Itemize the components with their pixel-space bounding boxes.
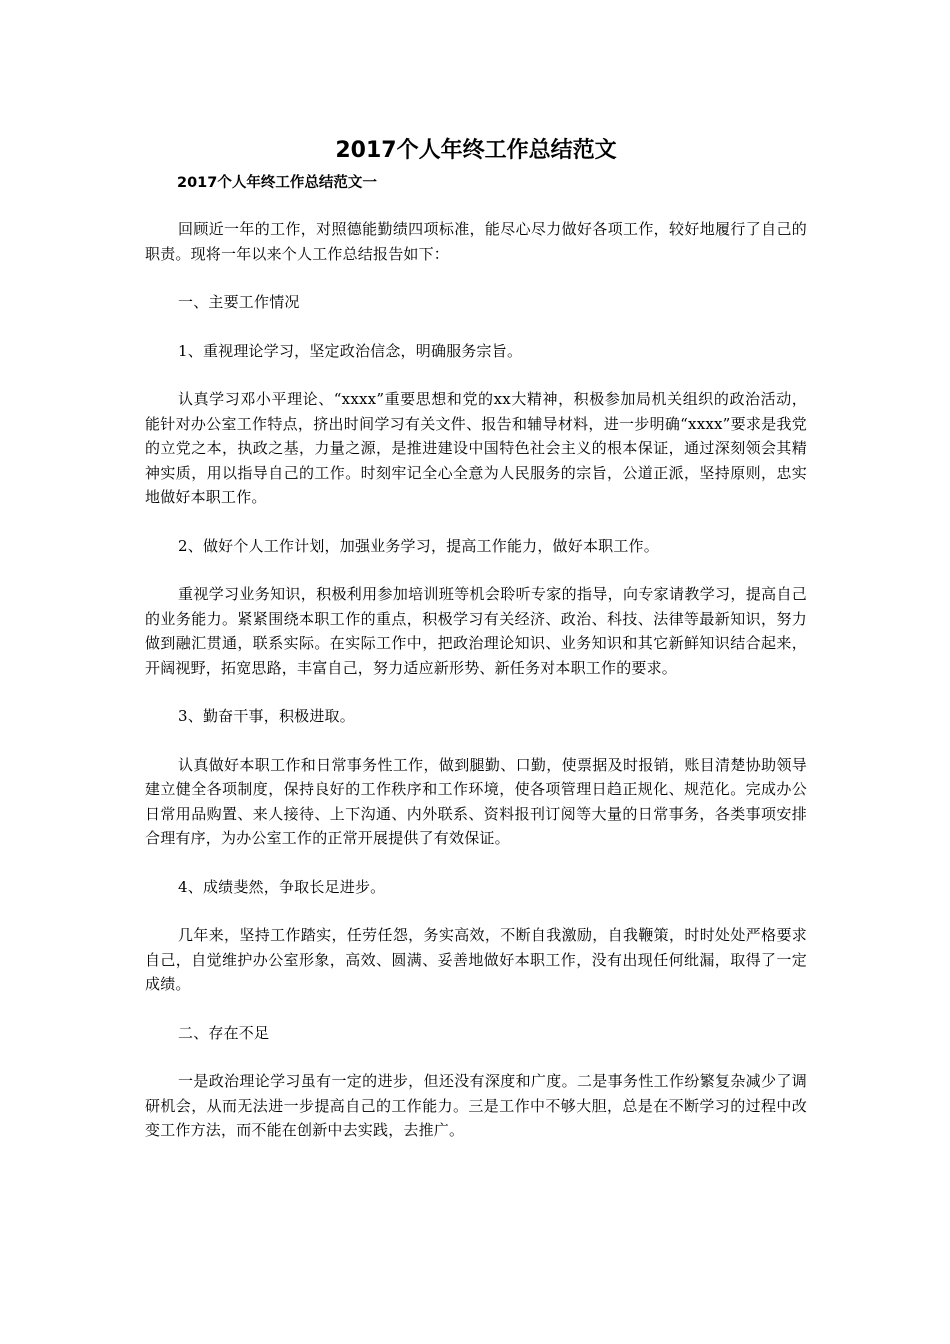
item-heading-4: 4、成绩斐然，争取长足进步。 <box>178 877 386 896</box>
section-heading-shortcomings: 二、存在不足 <box>178 1023 270 1042</box>
item-heading-1: 1、重视理论学习，坚定政治信念，明确服务宗旨。 <box>178 341 523 360</box>
paragraph-item-1: 认真学习邓小平理论、“xxxx”重要思想和党的xx大精神，积极参加局机关组织的政治活动，能针对办公室工作特点，挤出时间学习有关文件、报告和辅导材料，进一步明确“xxxx”要求是我党的立党之本，执政之基，力量之源，是推进建设中国特色社会主义的根本保证，通过深刻领会其精神实质，用以指导自己的工作。时刻牢记全心全意为人民服务的宗旨，公道正派，坚持原则，忠实地做好本职工作。 <box>145 390 807 506</box>
paragraph-intro: 回顾近一年的工作，对照德能勤绩四项标准，能尽心尽力做好各项工作，较好地履行了自己的职责。现将一年以来个人工作总结报告如下： <box>145 220 807 263</box>
item-heading-2: 2、做好个人工作计划，加强业务学习，提高工作能力，做好本职工作。 <box>178 536 659 555</box>
document-subtitle: 2017个人年终工作总结范文一 <box>177 175 377 191</box>
document-page <box>145 134 807 1167</box>
section-heading-main-work: 一、主要工作情况 <box>178 293 300 311</box>
document-title: 2017个人年终工作总结范文 <box>335 138 617 163</box>
paragraph-item-3: 认真做好本职工作和日常事务性工作，做到腿勤、口勤，使票据及时报销，账目清楚协助领导建立健全各项制度，保持良好的工作秩序和工作环境，使各项管理日趋正规化、规范化。完成办公日常用品购置、来人接待、上下沟通、内外联系、资料报刊订阅等大量的日常事务，各类事项安排合理有序，为办公室工作的正常开展提供了有效保证。 <box>145 755 807 847</box>
paragraph-shortcomings: 一是政治理论学习虽有一定的进步，但还没有深度和广度。二是事务性工作纷繁复杂减少了调研机会，从而无法进一步提高自己的工作能力。三是工作中不够大胆，总是在不断学习的过程中改变工作方法，而不能在创新中去实践，去推广。 <box>145 1072 807 1139</box>
item-heading-3: 3、勤奋干事，积极进取。 <box>178 707 355 725</box>
paragraph-item-2: 重视学习业务知识，积极利用参加培训班等机会聆听专家的指导，向专家请教学习，提高自己的业务能力。紧紧围绕本职工作的重点，积极学习有关经济、政治、科技、法律等最新知识，努力做到融汇贯通，联系实际。在实际工作中，把政治理论知识、业务知识和其它新鲜知识结合起来，开阔视野，拓宽思路，丰富自己，努力适应新形势、新任务对本职工作的要求。 <box>145 585 807 677</box>
paragraph-item-4: 几年来，坚持工作踏实，任劳任怨，务实高效，不断自我激励，自我鞭策，时时处处严格要求自己，自觉维护办公室形象，高效、圆满、妥善地做好本职工作，没有出现任何纰漏，取得了一定成绩。 <box>145 926 807 993</box>
